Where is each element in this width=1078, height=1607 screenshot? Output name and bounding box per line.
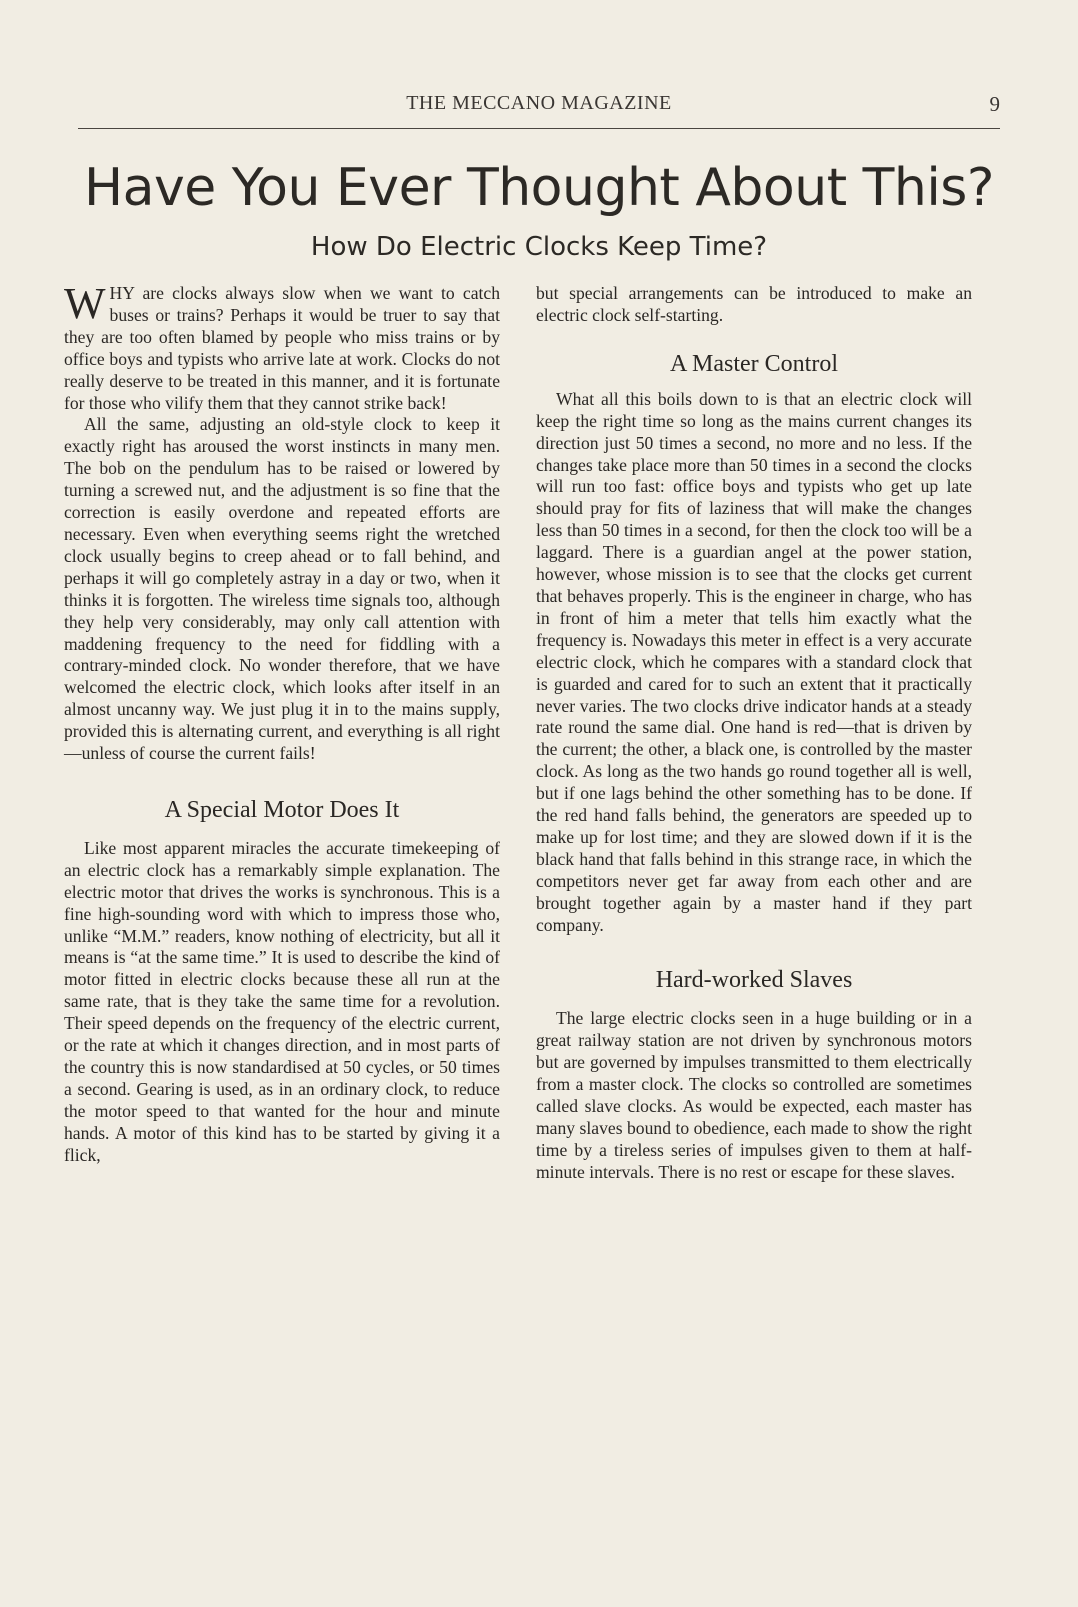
drop-cap: W	[64, 279, 106, 328]
left-column	[64, 279, 500, 1167]
section-heading-special-motor: A Special Motor Does It	[164, 796, 400, 823]
paragraph-old-clocks: All the same, adjusting an old-style clock to keep it exactly right has aroused the worst instincts in many men. The bob on the pendulum has to be raised or lowered by turning a screwed nut, and the adjustment is so fine that the correction is easily overdone and repeated efforts are necessary. Even when everything seems right the wretched clock usually begins to creep ahead or to fall behind, and perhaps it will go completely astray in a day or two, when it thinks it is forgotten. The wireless time signals too, although they help very considerably, may only call attention with maddening frequency to the need for fiddling with a contrary-minded clock. No wonder therefore, that we have welcomed the electric clock, which looks after itself in an almost uncanny way. We just plug it in to the mains supply, provided this is alternating current, and everything is all right—unless of course the current fails!	[64, 414, 500, 764]
section-heading-master-control: A Master Control	[670, 350, 838, 377]
paragraph-slave-clocks: The large electric clocks seen in a huge building or in a great railway station are not driven by synchronous motors but are governed by impulses transmitted to them electrically from a master clock. The clocks so controlled are sometimes called slave clocks. As would be expected, each master has many slaves bound to obedience, each made to show the right time by a tireless series of impulses given to them at half-minute intervals. There is no rest or escape for these slaves.	[536, 1008, 972, 1182]
paragraph-master-control: What all this boils down to is that an electric clock will keep the right time so long as the mains current changes its direction just 50 times a second, no more and no less. If the changes take place more than 50 times in a second the clocks will run too fast: office boys and typists who get up late should pray for fits of laziness that will make the changes less than 50 times in a second, for then the clock too will be a laggard. There is a guardian angel at the power station, however, whose mission is to see that the clocks get current that behaves properly. This is the engineer in charge, who has in front of him a meter that tells him exactly what the frequency is. Nowadays this meter in effect is a very accurate electric clock, which he compares with a standard clock that is guarded and cared for to such an extent that it practically never varies. The two clocks drive indicator hands at a steady rate round the same dial. One hand is red—that is driven by the current; the other, a black one, is controlled by the master clock. As long as the two hands go round together all is well, but if one lags behind the other something has to be done. If the red hand falls behind, the generators are speeded up to make up for lost time; and they are slowed down if it is the black hand that falls behind in this strange race, in which the competitors never get far away from each other and are brought together again by a master hand if they part company.	[536, 388, 972, 935]
paragraph-synchronous-motor: Like most apparent miracles the accurate timekeeping of an electric clock has a remarkably simple explanation. The electric motor that drives the works is synchronous. This is a fine high-sounding word with which to impress those who, unlike “M.M.” readers, know nothing of electricity, but all it means is “at the same time.” It is used to describe the kind of motor fitted in electric clocks because these all run at the same rate, that is they take the same time for a revolution. Their speed depends on the frequency of the electric current, or the rate at which it changes direction, and in most parts of the country this is now standardised at 50 cycles, or 50 times a second. Gearing is used, as in an ordinary clock, to reduce the motor speed to that wanted for the hour and minute hands. A motor of this kind has to be started by giving it a flick,	[64, 837, 500, 1165]
paragraph-self-starting: but special arrangements can be introduced to make an electric clock self-starting.	[536, 283, 972, 325]
running-title: THE MECCANO MAGAZINE	[406, 92, 672, 114]
header-rule	[78, 128, 1000, 129]
paragraph-intro	[64, 279, 500, 414]
paragraph-intro-text: HY are clocks always slow when we want to catch buses or trains? Perhaps it would be truer to say that they are too often blamed by people who miss trains or by office boys and typists who arrive late at work. Clocks do not really deserve to be treated in this manner, and it is fortunate for those who vilify them that they cannot strike back!	[64, 283, 500, 413]
article-subtitle: How Do Electric Clocks Keep Time?	[310, 232, 768, 262]
page-header	[78, 88, 1000, 130]
page-number: 9	[989, 92, 1000, 116]
article-title: Have You Ever Thought About This?	[84, 158, 994, 218]
right-column	[536, 283, 972, 1184]
section-heading-slaves: Hard-worked Slaves	[655, 967, 853, 994]
